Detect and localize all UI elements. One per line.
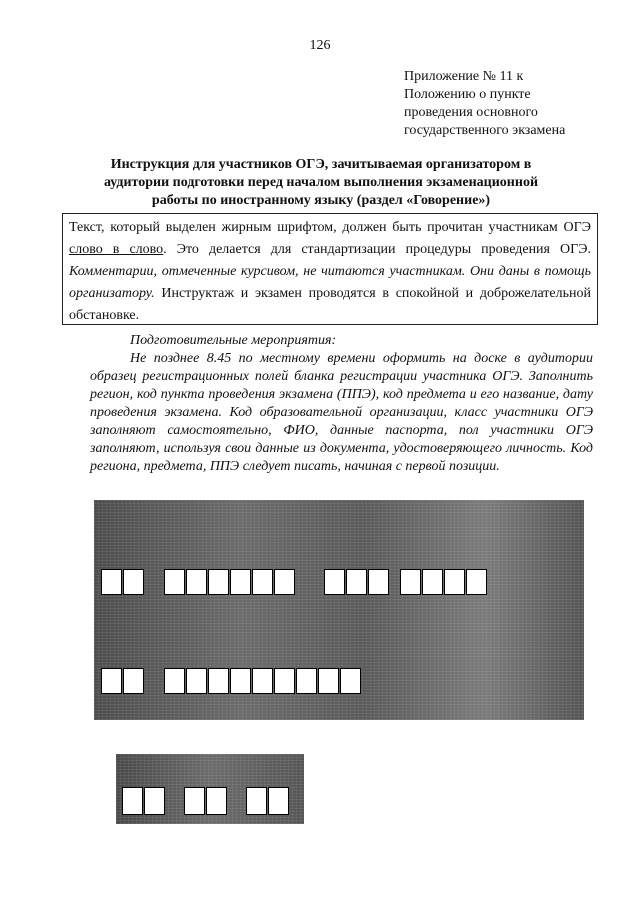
notice-italic-comment: Комментарии, отмеченные курсивом, не читаются участникам. Они даны в помощь организатору. — [69, 264, 591, 301]
preparation-heading: Подготовительные мероприятия: — [130, 333, 337, 348]
entry-cell — [268, 787, 289, 815]
entry-cell — [101, 569, 122, 595]
entry-cell — [444, 569, 465, 595]
preparation-paragraph: Не позднее 8.45 по местному времени оформить на доске в аудитории образец регистрационных полей бланка регистрации участника ОГЭ. Заполнить регион, код пункта проведения экзамена (ППЭ), код предмета и его название, дату проведения экзамена. Код образовательной организации, класс участники ОГЭ заполняют самостоятельно, ФИО, данные паспорта, пол участники ОГЭ заполняют, используя свои данные из документа, удостоверяющего личность. Код региона, предмета, ППЭ следует писать, начиная с первой позиции. — [90, 351, 593, 474]
entry-cell — [164, 569, 185, 595]
entry-cell — [422, 569, 443, 595]
instruction-notice-box — [62, 213, 598, 325]
entry-cell — [252, 569, 273, 595]
appendix-line: Приложение № 11 к — [404, 69, 524, 84]
entry-cell — [252, 668, 273, 694]
subject-code-boxes — [101, 668, 145, 694]
entry-cell — [186, 668, 207, 694]
title-line: работы по иностранному языку (раздел «Говорение») — [151, 193, 491, 208]
entry-cell — [368, 569, 389, 595]
entry-cell — [296, 668, 317, 694]
appendix-line: государственного экзамена — [404, 123, 566, 138]
entry-cell — [164, 668, 185, 694]
entry-cell — [101, 668, 122, 694]
date-day-boxes — [122, 787, 166, 815]
appendix-line: проведения основного — [404, 105, 538, 120]
date-year-boxes — [246, 787, 290, 815]
entry-cell — [230, 569, 251, 595]
school-code-boxes — [164, 569, 296, 595]
title-line: аудитории подготовки перед началом выполнения экзаменационной — [103, 175, 539, 190]
entry-cell — [246, 787, 267, 815]
notice-text: Инструктаж и экзамен проводятся в спокойной и доброжелательной обстановке. — [69, 286, 591, 323]
entry-cell — [206, 787, 227, 815]
entry-cell — [122, 787, 143, 815]
entry-cell — [274, 668, 295, 694]
notice-underlined-text: слово в слово — [69, 242, 164, 257]
entry-cell — [208, 668, 229, 694]
entry-cell — [318, 668, 339, 694]
region-code-boxes — [101, 569, 145, 595]
entry-cell — [208, 569, 229, 595]
class-boxes — [324, 569, 390, 595]
entry-cell — [466, 569, 487, 595]
entry-cell — [123, 668, 144, 694]
document-title — [86, 156, 556, 210]
entry-cell — [144, 787, 165, 815]
notice-text: Текст, который выделен жирным шрифтом, должен быть прочитан участникам ОГЭ — [69, 220, 591, 235]
entry-cell — [340, 668, 361, 694]
entry-cell — [274, 569, 295, 595]
entry-cell — [346, 569, 367, 595]
entry-cell — [230, 668, 251, 694]
date-month-boxes — [184, 787, 228, 815]
entry-cell — [184, 787, 205, 815]
subject-name-boxes — [164, 668, 362, 694]
entry-cell — [186, 569, 207, 595]
exam-point-code-boxes — [400, 569, 488, 595]
preparation-section — [90, 332, 593, 476]
appendix-reference — [404, 68, 565, 140]
entry-cell — [324, 569, 345, 595]
notice-text: . Это делается для стандартизации процедуры проведения ОГЭ. — [163, 242, 591, 257]
page-number: 126 — [309, 38, 331, 53]
appendix-line: Положению о пункте — [404, 87, 531, 102]
title-line: Инструкция для участников ОГЭ, зачитываемая организатором в — [110, 157, 532, 172]
entry-cell — [123, 569, 144, 595]
entry-cell — [400, 569, 421, 595]
